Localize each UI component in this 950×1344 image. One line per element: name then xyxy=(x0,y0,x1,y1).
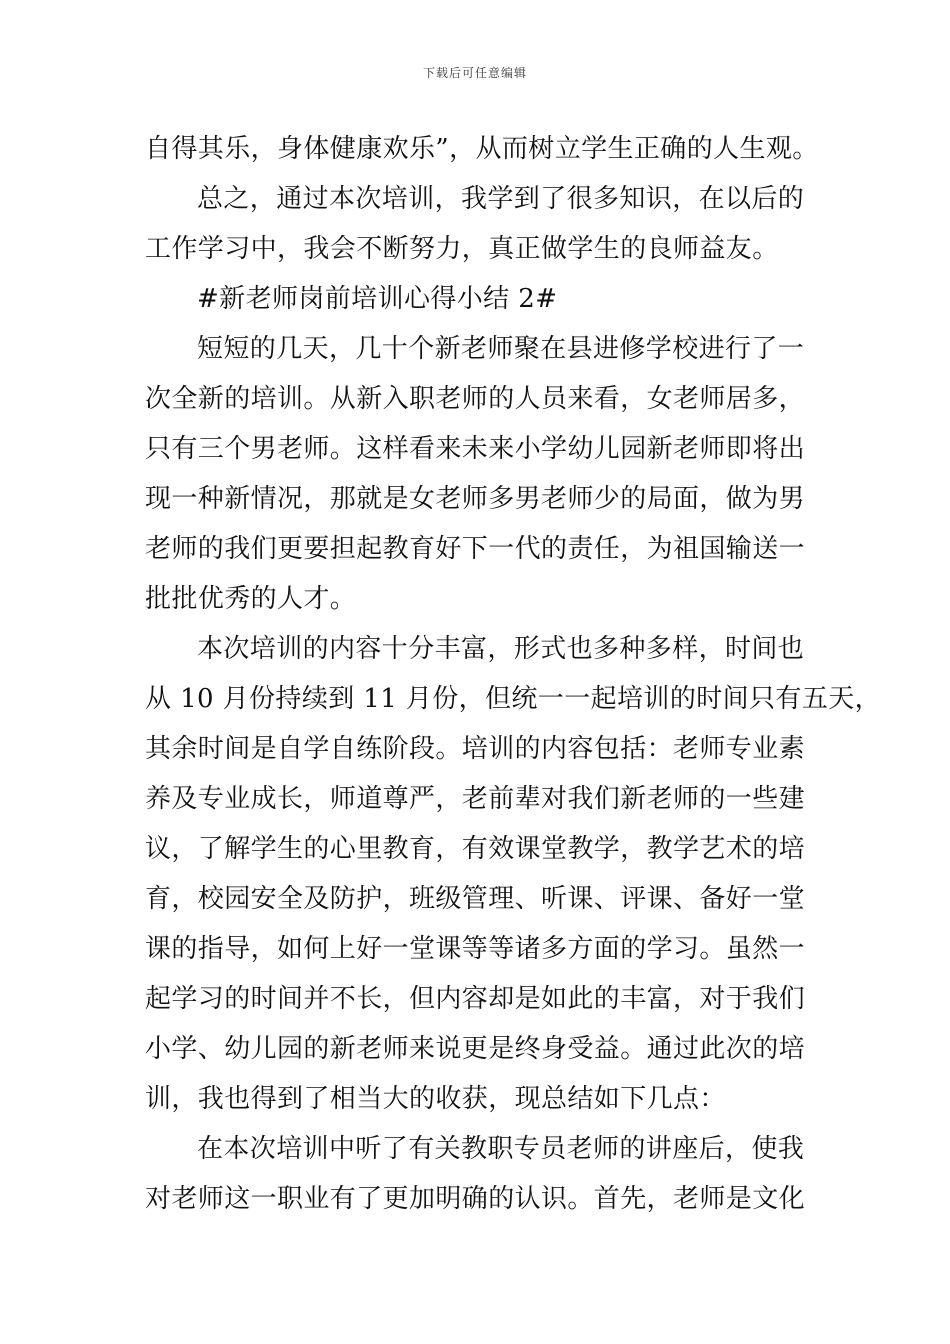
text-line: 老师的我们更要担起教育好下一代的责任，为祖国输送一 xyxy=(145,534,806,564)
text-line: 课的指导，如何上好一堂课等等诸多方面的学习。虽然一 xyxy=(145,934,806,964)
text-line: 起学习的时间并不长，但内容却是如此的丰富，对于我们 xyxy=(145,984,806,1014)
text-line: 小学、幼儿园的新老师来说更是终身受益。通过此次的培 xyxy=(145,1034,806,1064)
page-header: 下载后可任意编辑 xyxy=(422,66,527,80)
text-line: 短短的几天，几十个新老师聚在县进修学校进行了一 xyxy=(197,334,805,364)
text-line: 现一种新情况，那就是女老师多男老师少的局面，做为男 xyxy=(145,484,806,514)
text-line: 只有三个男老师。这样看来未来小学幼儿园新老师即将出 xyxy=(145,434,806,464)
text-line: 训，我也得到了相当大的收获，现总结如下几点： xyxy=(145,1084,726,1114)
text-line: 议，了解学生的心里教育，有效课堂教学，教学艺术的培 xyxy=(145,834,806,864)
text-line: 其余时间是自学自练阶段。培训的内容包括：老师专业素 xyxy=(145,734,806,764)
text-line: 次全新的培训。从新入职老师的人员来看，女老师居多， xyxy=(145,384,806,414)
text-line: 对老师这一职业有了更加明确的认识。首先，老师是文化 xyxy=(145,1184,806,1214)
text-line: 养及专业成长，师道尊严，老前辈对我们新老师的一些建 xyxy=(145,784,806,814)
text-line: 总之，通过本次培训，我学到了很多知识，在以后的 xyxy=(197,184,805,214)
section-heading: #新老师岗前培训心得小结 2# xyxy=(197,284,558,314)
text-line: 本次培训的内容十分丰富，形式也多种多样，时间也 xyxy=(197,634,805,664)
text-line: 工作学习中，我会不断努力，真正做学生的良师益友。 xyxy=(145,234,779,264)
text-line: 在本次培训中听了有关教职专员老师的讲座后，使我 xyxy=(197,1134,805,1164)
text-line: 批批优秀的人才。 xyxy=(145,584,357,614)
text-line: 从 10 月份持续到 11 月份，但统一一起培训的时间只有五天， xyxy=(145,684,882,714)
text-line: 自得其乐，身体健康欢乐”，从而树立学生正确的人生观。 xyxy=(145,134,819,164)
text-line: 育，校园安全及防护，班级管理、听课、评课、备好一堂 xyxy=(145,884,806,914)
